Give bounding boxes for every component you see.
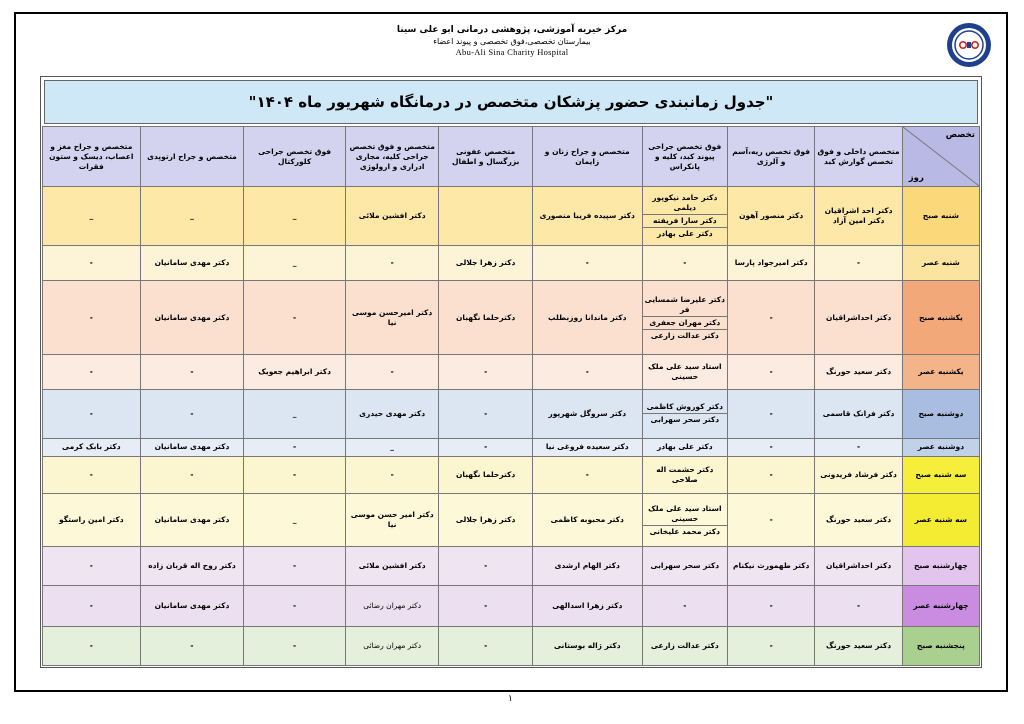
doctor-name: دکتر عدالت زارعی	[650, 330, 719, 340]
doctor-cell: دکتر زهرا جلالی	[439, 246, 532, 281]
col-header: متخصص داخلی و فوق تخصص گوارش کبد	[815, 127, 902, 187]
doctor-cell: دکتر منصور آهون	[727, 187, 814, 246]
page-number: ۱	[508, 694, 513, 704]
doctor-cell	[642, 389, 727, 438]
doctor-cell: دکتر سعید حورنگ	[815, 354, 902, 389]
day-cell: سه شنبه صبح	[902, 457, 979, 494]
doctor-cell: -	[727, 586, 814, 627]
doctor-cell: دکتر مهدی سامانیان	[140, 494, 244, 547]
doctor-cell: دکتر سعید حورنگ	[815, 627, 902, 666]
doctor-cell: دکتر مهدی سامانیان	[140, 438, 244, 456]
schedule-row	[43, 187, 980, 246]
doctor-cell: دکتر بابک کرمی	[43, 438, 141, 456]
doctor-cell: -	[642, 586, 727, 627]
doctor-cell: _	[244, 187, 346, 246]
doctor-cell: دکتر علی بهادر	[642, 438, 727, 456]
doctor-cell: -	[244, 586, 346, 627]
doctor-cell: دکتر سروگل شهرپور	[532, 389, 642, 438]
doctor-cell: -	[815, 586, 902, 627]
doctor-cell: دکتر الهام ارشدی	[532, 547, 642, 586]
doctor-cell: دکتر سپیده فریبا منصوری	[532, 187, 642, 246]
col-header: متخصص و فوق تخصص جراحی کلیه، مجاری ادراری و ارولوژی	[345, 127, 438, 187]
title-bar	[44, 80, 978, 124]
doctor-cell: -	[815, 438, 902, 456]
doctor-cell: -	[439, 438, 532, 456]
hospital-logo-icon	[946, 22, 992, 68]
doctor-cell: دکتر سعید حورنگ	[815, 494, 902, 547]
doctor-name: دکتر علیرضا شمسایی فر	[643, 294, 727, 317]
doctor-cell: -	[439, 627, 532, 666]
doctor-cell: دکتر ابراهیم جعویک	[244, 354, 346, 389]
corner-specialty-label: تخصص	[945, 130, 975, 140]
doctor-cell: دکتر احد اشراقیان دکتر امین آزاد	[815, 187, 902, 246]
corner-cell	[902, 127, 979, 187]
doctor-cell: _	[244, 389, 346, 438]
doctor-cell: دکتر مهران رضائی	[345, 627, 438, 666]
doctor-cell: -	[244, 438, 346, 456]
doctor-cell: -	[815, 246, 902, 281]
doctor-cell: -	[727, 494, 814, 547]
doctor-cell: -	[727, 438, 814, 456]
doctor-name: دکتر کوروش کاظمی	[643, 401, 727, 414]
doctor-cell: _	[244, 246, 346, 281]
doctor-cell: -	[43, 389, 141, 438]
schedule-row	[43, 494, 980, 547]
doctor-cell: دکتر محبوبه کاظمی	[532, 494, 642, 547]
doctor-cell	[439, 187, 532, 246]
doctor-cell: -	[345, 354, 438, 389]
doctor-cell: -	[43, 281, 141, 355]
schedule-row	[43, 457, 980, 494]
doctor-cell: -	[140, 457, 244, 494]
schedule-row	[43, 246, 980, 281]
doctor-cell: دکتر طهمورث نیکنام	[727, 547, 814, 586]
doctor-cell: _	[43, 187, 141, 246]
schedule-title: "جدول زمانبندی حضور پزشکان متخصص در درمانگاه شهریور ماه ۱۴۰۴"	[248, 93, 774, 111]
day-cell: دوشنبه صبح	[902, 389, 979, 438]
col-header: فوق تخصص ریه،آسم و آلرژی	[727, 127, 814, 187]
doctor-cell: -	[43, 627, 141, 666]
corner-day-label: روز	[908, 173, 924, 183]
day-cell: سه شنبه عصر	[902, 494, 979, 547]
schedule-row	[43, 281, 980, 355]
doctor-name: دکتر سارا فریفته	[643, 215, 727, 228]
doctor-cell: دکتر ژاله بوستانی	[532, 627, 642, 666]
doctor-cell: دکتر افشین ملائی	[345, 547, 438, 586]
schedule-table	[42, 126, 980, 666]
doctor-cell: -	[532, 457, 642, 494]
hospital-header	[300, 24, 724, 58]
col-header: متخصص عفونی بزرگسال و اطفال	[439, 127, 532, 187]
doctor-cell: _	[345, 438, 438, 456]
doctor-cell: دکتر افشین ملائی	[345, 187, 438, 246]
doctor-name: دکتر محمد علیخانی	[649, 526, 721, 536]
doctor-cell: دکتر مهران رضائی	[345, 586, 438, 627]
doctor-cell: -	[345, 457, 438, 494]
day-cell: شنبه عصر	[902, 246, 979, 281]
day-cell: پنجشنبه صبح	[902, 627, 979, 666]
schedule-row	[43, 389, 980, 438]
doctor-cell: دکتر احداشراقیان	[815, 281, 902, 355]
doctor-cell: دکتر مهدی سامانیان	[140, 246, 244, 281]
doctor-cell	[642, 281, 727, 355]
doctor-cell: -	[727, 389, 814, 438]
schedule-row	[43, 438, 980, 456]
doctor-cell: -	[345, 246, 438, 281]
doctor-cell: -	[727, 354, 814, 389]
schedule-row	[43, 627, 980, 666]
header-org-name: مرکز خیریه آموزشی، پژوهشی درمانی ابو علی سینا	[396, 25, 628, 35]
doctor-cell: -	[43, 586, 141, 627]
doctor-cell: -	[140, 389, 244, 438]
day-cell: دوشنبه عصر	[902, 438, 979, 456]
doctor-cell: -	[727, 281, 814, 355]
doctor-cell: -	[43, 246, 141, 281]
doctor-cell: دکتر امیرحسن موسی نیا	[345, 281, 438, 355]
col-header: متخصص و جراح مغز و اعصاب، دیسک و ستون فقرات	[43, 127, 141, 187]
doctor-cell: -	[244, 281, 346, 355]
doctor-cell	[642, 187, 727, 246]
doctor-cell: -	[140, 354, 244, 389]
doctor-cell: -	[43, 354, 141, 389]
doctor-cell: _	[140, 187, 244, 246]
day-cell: چهارشنبه صبح	[902, 547, 979, 586]
doctor-cell: -	[140, 627, 244, 666]
col-header: متخصص و جراح ارتوپدی	[140, 127, 244, 187]
doctor-name: دکتر حامد نیکوپور دیلمی	[643, 192, 727, 215]
schedule-row	[43, 354, 980, 389]
doctor-name: استاد سید علی ملک حسینی	[643, 503, 727, 526]
doctor-name: دکتر علی بهادر	[656, 229, 713, 239]
col-header: متخصص و جراح زنان و زایمان	[532, 127, 642, 187]
day-cell: چهارشنبه عصر	[902, 586, 979, 627]
doctor-cell: دکترحلما نگهبان	[439, 457, 532, 494]
col-header: فوق تخصص جراحی کلورکتال	[244, 127, 346, 187]
doctor-cell: دکتر احداشراقیان	[815, 547, 902, 586]
doctor-cell: دکتر ماندانا روزبطلب	[532, 281, 642, 355]
doctor-cell: دکتر عدالت زارعی	[642, 627, 727, 666]
doctor-cell: -	[532, 354, 642, 389]
schedule-row	[43, 547, 980, 586]
day-cell: یکشنبه عصر	[902, 354, 979, 389]
doctor-cell: دکتر امین راستگو	[43, 494, 141, 547]
doctor-cell: -	[439, 389, 532, 438]
doctor-cell: استاد سید علی ملک حسینی	[642, 354, 727, 389]
doctor-cell: _	[244, 494, 346, 547]
doctor-cell: -	[43, 547, 141, 586]
doctor-cell: دکتر مهدی حیدری	[345, 389, 438, 438]
doctor-cell: دکتر حشمت اله صلاحی	[642, 457, 727, 494]
doctor-cell: -	[439, 586, 532, 627]
doctor-cell: -	[43, 457, 141, 494]
doctor-name: دکتر سحر سهرابی	[650, 415, 720, 425]
doctor-cell: -	[532, 246, 642, 281]
header-subtitle: بیمارستان تخصصی،فوق تخصصی و پیوند اعضاء	[433, 37, 591, 46]
doctor-cell: دکترحلما نگهبان	[439, 281, 532, 355]
doctor-cell: -	[244, 457, 346, 494]
doctor-cell: -	[244, 627, 346, 666]
doctor-cell: -	[727, 457, 814, 494]
doctor-cell: -	[727, 627, 814, 666]
doctor-cell: دکتر مهدی سامانیان	[140, 586, 244, 627]
schedule-row	[43, 586, 980, 627]
col-header: فوق تخصص جراحی پیوند کبد، کلیه و پانکراس	[642, 127, 727, 187]
doctor-cell: دکتر امیر حسن موسی نیا	[345, 494, 438, 547]
doctor-cell: دکتر فرانک قاسمی	[815, 389, 902, 438]
doctor-cell: -	[642, 246, 727, 281]
doctor-cell: دکتر مهدی سامانیان	[140, 281, 244, 355]
doctor-cell: دکتر سحر سهرابی	[642, 547, 727, 586]
header-english-name: Abu-Ali Sina Charity Hospital	[455, 47, 569, 57]
doctor-cell: -	[439, 354, 532, 389]
doctor-cell: دکتر فرشاد فریدونی	[815, 457, 902, 494]
doctor-cell: دکتر امیرجواد پارسا	[727, 246, 814, 281]
doctor-cell: دکتر زهرا اسدالهی	[532, 586, 642, 627]
doctor-cell: دکتر زهرا جلالی	[439, 494, 532, 547]
day-cell: یکشنبه صبح	[902, 281, 979, 355]
doctor-cell	[642, 494, 727, 547]
doctor-name: دکتر مهران جعفری	[643, 317, 727, 330]
header-row	[43, 127, 980, 187]
doctor-cell: دکتر سعیده فروغی نیا	[532, 438, 642, 456]
doctor-cell: -	[439, 547, 532, 586]
doctor-cell: دکتر روح اله قربان زاده	[140, 547, 244, 586]
doctor-cell: -	[244, 547, 346, 586]
day-cell: شنبه صبح	[902, 187, 979, 246]
